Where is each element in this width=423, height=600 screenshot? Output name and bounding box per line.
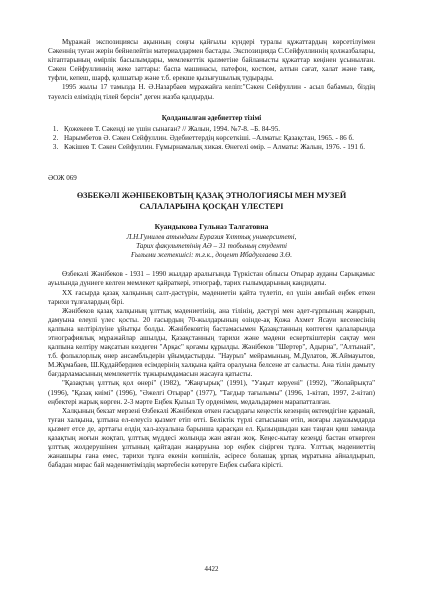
intro-section [48, 38, 375, 102]
author-affiliation [48, 233, 375, 260]
body-paragraph: Өзбекәлі Жәнібеков - 1931 – 1990 жылдар аралығында Түркістан облысы Отырар ауданы Сарықамыс ауылында дүниеге келген мемлекет қайраткері, этнограф, тарих ғылымдарының кандидаты. [48, 270, 375, 288]
body-paragraph: Жәнібеков қазақ халқының ұлттық мәдениетінің, ана тілінің, дәстүрі мен әдет-ғұрпының жаңарып, дамуына елеулі үлес қосты. 20 ғасырдың 70-жылдарының өзінде-ақ Қожа Ахмет Ясауи кесенесінің қалпына келтірілуіне ұйытқы болды. Жәнібековтің бастамасымен Қазақстанның көптеген қалаларында этнографиялық мұражайлар ашылды, Қазақстанның тарихи және мәдени ескерткіштерін сақтау мен қалпына келтіру мақсатын көздеген "Арқас" қоғамы құрылды. Жәнібеков "Шертер", Адырна", "Алтынай", т.б. фольклорлық өнер ансамбльдерін ұйымдастырды. "Наурыз" мейрамының, М.Дулатов, Ж.Аймауытов, М.Жұмабаев, Ш.Құдайбердиев есімдерінің халқына қайта оралуына белсене ат салысты. Ана тілін дамыту бағдарламасының мемлекеттік тұжырымдамасын жасауға қатысты. [48, 306, 375, 379]
references-heading: Қолданылған әдебиеттер тізімі [161, 113, 262, 122]
affiliation-line: Л.Н.Гумилев атындағы Еуразия Ұлттық университеті, [126, 233, 297, 242]
udc-code: ӘОЖ 069 [48, 174, 77, 183]
body-paragraph: "Қазақтың ұлттық қол өнері" (1982), "Жаңғырық" (1991), "Уақыт керуені" (1992), "Жолайрықта" (1996), "Қазақ киімі" (1996), "Әжелгі Отырар" (1977), "Тағдыр тағылымы" (1996, 1-кітап, 1997, 2-кітап) еңбектері жарық көрген. 2-3 мәрте Еңбек Қызыл Ту орденімен, медальдармен марапатталған. [48, 379, 375, 406]
reference-item: 1. Қожекеев Т. Сәкенді не үшін сынаған? // Жалын, 1994. №7-8. –Б. 84-95. [60, 125, 375, 134]
reference-item: 2. Нарымбетов Ә. Сәкен Сейфуллин. Әдебиеттердің көрсеткіші. –Алматы: Қазақстан, 1965. - 86 б. [60, 134, 375, 143]
references-list [48, 125, 375, 152]
reference-item: 3. Кәкішев Т. Сәкен Сейфуллин. Ғұмырнамалық хикая. Өнегелі өмір. – Алматы: Жалын, 1976. - 191 б. [60, 143, 375, 152]
affiliation-line: Тарих факультетінің АӘ – 31 тобының студенті [136, 242, 287, 251]
article-body [48, 270, 375, 470]
body-paragraph: ХХ ғасырда қазақ халқының салт-дәстүрін, мәдениетін қайта түлетіп, ел үшін аянбай еңбек еткен тарихи тұлғалардың бірі. [48, 288, 375, 306]
page-number: 4422 [204, 565, 219, 573]
intro-paragraph: Мұражай экспозициясы ақынның соңғы қайғылы күндері туралы құжаттардың көрсетілуімен Сәкеннің туған жерін бейнелейтін материалдармен бастады. Экспозицияда С.Сейфуллиннің қолжазбалары, кітаптарының өмірлік басылымдары, мемлекеттік қызметіне байланысты құжаттар кеңінен ұсынылған. Сәкен Сейфуллиннің жеке заттары: баспа машинасы, патефон, костюм, алтын сағат, халат және таяқ, туфли, кепеш, шарф, қолшатыр және т.б. ерекше қызығушылық тудырады. [48, 38, 375, 83]
affiliation-line: Ғылыми жетекшісі: т.ғ.к., доцент Ибадуллаева З.Ө. [130, 251, 293, 260]
author-name: Куандыкова Гульназ Талгатовна [154, 221, 269, 231]
body-paragraph: Халқының бекзат мерзені Өзбекәлі Жәнібеков өткен ғасырдағы кеңестік кезеңнің өктемдігіне қарамай, туған халқына, ұлтына ел-елеусіз қызмет етіп өтті. Беліктік түрлі сатысынан өтіп, жоғары лауазымдарда қызмет етсе де, арттағы елдің хал-ахуалына барынша қарасқан ел. Қызыңшыдан кан таңған қиш заманда қазақтың жоғын жоқтап, ұлттық мүддесі жолында жан аяған жоқ. Кеңес-кытау кезеңді бастан өткерген ұлттық жолдерушінен ұлтының қайтадан жаңаруына зор еңбек сіңірген тұлға. Ұлттық мәдениеттің жанашыры ғана емес, тарихи тұлға екенін көпшілік, әсіресе болашақ ұрпақ мұратына айналдырып, бабадан мирас бай мәдениетіміздің мәртебесін көтеруге Еңбек сыбаға кірісті. [48, 406, 375, 470]
intro-paragraph: 1995 жылы 17 тамызда Н. Ә.Назарбаев мұражайға келіп:"Сәкен Сейфуллин - асыл бабамыз, біздің тәуелсіз еліміздің тілей берсін" деген жазба қалдырды. [48, 83, 375, 101]
article-title: ӨЗБЕКӘЛІ ЖӘНІБЕКОВТЫҢ ҚАЗАҚ ЭТНОЛОГИЯСЫ МЕН МУЗЕЙ САЛАЛАРЫНА ҚОСҚАН ҮЛЕСТЕРІ [76, 191, 347, 211]
